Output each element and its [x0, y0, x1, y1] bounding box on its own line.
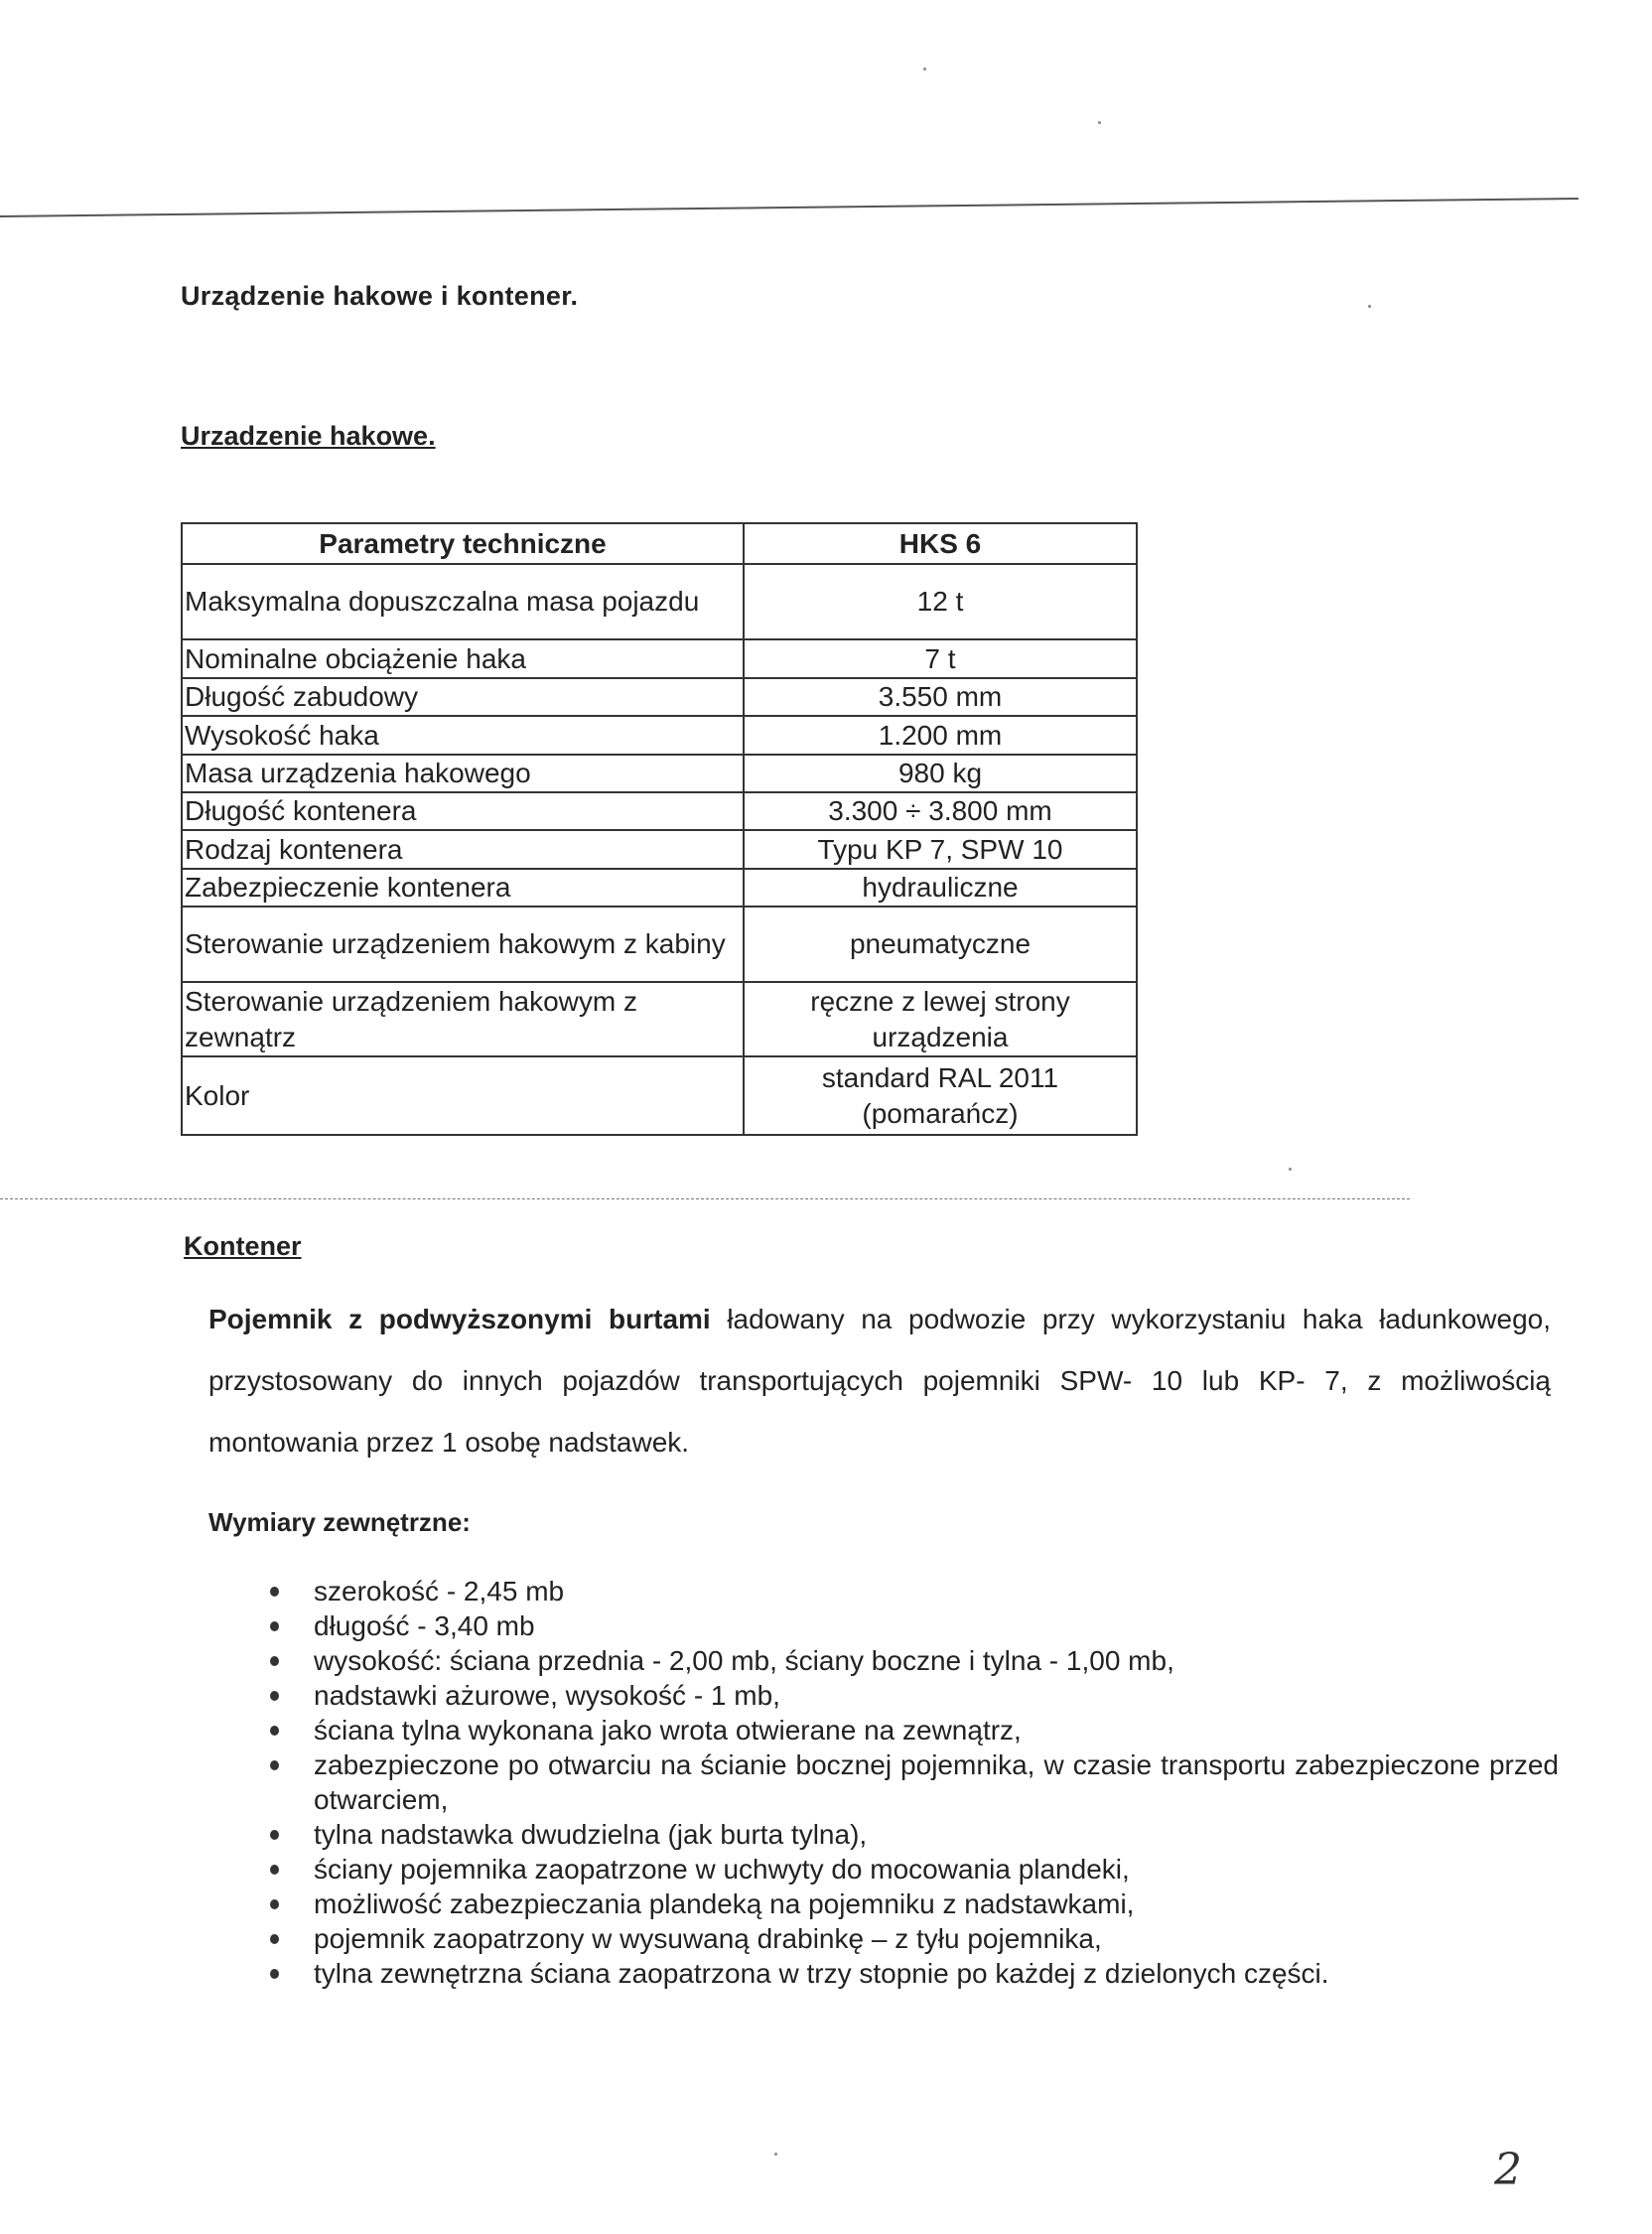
list-item — [268, 1608, 1559, 1643]
param-cell: Długość kontenera — [182, 792, 744, 830]
bullet-icon — [270, 1830, 279, 1840]
bullet-icon — [270, 1899, 279, 1909]
list-item-text: pojemnik zaopatrzony w wysuwaną drabinkę – z tyłu pojemnika, — [314, 1923, 1102, 1954]
list-item — [268, 1747, 1559, 1817]
list-item — [268, 1643, 1559, 1678]
scan-speck — [1289, 1168, 1292, 1171]
top-scan-rule — [0, 198, 1579, 217]
bullet-icon — [270, 1726, 279, 1736]
scan-speck — [774, 2153, 777, 2156]
value-cell: 3.300 ÷ 3.800 mm — [744, 792, 1137, 830]
table-row — [182, 564, 1137, 639]
list-item-text: szerokość - 2,45 mb — [314, 1576, 565, 1606]
container-description-text: ładowany na podwozie przy wykorzystaniu haka ładunkowego, przystosowany do innych pojazdów transportujących pojemniki SPW- 10 lub KP- 7, z możliwością montowania przez 1 osobę nadstawek. — [208, 1304, 1552, 1458]
technical-parameters-table — [181, 522, 1138, 1136]
dimensions-heading: Wymiary zewnętrzne: — [208, 1507, 471, 1537]
list-item — [268, 1956, 1559, 1991]
bullet-icon — [270, 1656, 279, 1666]
bullet-icon — [270, 1969, 279, 1979]
scan-speck — [923, 68, 926, 70]
value-cell: 980 kg — [744, 755, 1137, 792]
param-cell: Masa urządzenia hakowego — [182, 755, 744, 792]
bullet-icon — [270, 1934, 279, 1944]
value-cell: 3.550 mm — [744, 678, 1137, 716]
scan-speck — [1368, 305, 1371, 308]
list-item-text: ściana tylna wykonana jako wrota otwierane na zewnątrz, — [314, 1715, 1022, 1745]
table-row — [182, 907, 1137, 982]
table-header-row — [182, 523, 1137, 564]
param-cell: Wysokość haka — [182, 716, 744, 755]
section-heading-hook-device: Urzadzenie hakowe. — [181, 421, 436, 451]
bullet-icon — [270, 1621, 279, 1631]
scan-speck — [1098, 121, 1101, 124]
value-cell: 12 t — [744, 564, 1137, 639]
value-cell: pneumatyczne — [744, 907, 1137, 982]
section-heading-container: Kontener — [184, 1231, 302, 1261]
param-cell: Sterowanie urządzeniem hakowym z kabiny — [182, 907, 744, 982]
list-item-text: długość - 3,40 mb — [314, 1610, 535, 1641]
column-header-model: HKS 6 — [744, 523, 1137, 564]
list-item-text: wysokość: ściana przednia - 2,00 mb, ściany boczne i tylna - 1,00 mb, — [314, 1645, 1174, 1676]
document-title: Urządzenie hakowe i kontener. — [181, 281, 579, 311]
table-row — [182, 982, 1137, 1056]
container-description — [208, 1289, 1551, 1473]
bullet-icon — [270, 1691, 279, 1701]
list-item-text: zabezpieczone po otwarciu na ścianie bocznej pojemnika, w czasie transportu zabezpieczone przed otwarciem, — [314, 1749, 1559, 1815]
value-cell: Typu KP 7, SPW 10 — [744, 830, 1137, 869]
table-row — [182, 716, 1137, 755]
list-item — [268, 1713, 1559, 1747]
param-cell: Maksymalna dopuszczalna masa pojazdu — [182, 564, 744, 639]
table-row — [182, 830, 1137, 869]
list-item-text: tylna nadstawka dwudzielna (jak burta tylna), — [314, 1819, 868, 1850]
list-item — [268, 1921, 1559, 1956]
bullet-icon — [270, 1865, 279, 1875]
list-item — [268, 1886, 1559, 1921]
param-cell: Kolor — [182, 1056, 744, 1135]
bullet-icon — [270, 1587, 279, 1597]
value-cell: 7 t — [744, 639, 1137, 678]
param-cell: Zabezpieczenie kontenera — [182, 869, 744, 907]
value-cell: standard RAL 2011 (pomarańcz) — [744, 1056, 1137, 1135]
list-item — [268, 1574, 1559, 1608]
column-header-parameters: Parametry techniczne — [182, 523, 744, 564]
container-description-bold: Pojemnik z podwyższonymi burtami — [208, 1304, 711, 1334]
list-item-text: nadstawki ażurowe, wysokość - 1 mb, — [314, 1680, 780, 1711]
list-item — [268, 1852, 1559, 1886]
value-cell: 1.200 mm — [744, 716, 1137, 755]
list-item-text: możliwość zabezpieczania plandeką na pojemniku z nadstawkami, — [314, 1888, 1135, 1919]
list-item-text: tylna zewnętrzna ściana zaopatrzona w trzy stopnie po każdej z dzielonych części. — [314, 1958, 1329, 1989]
table-row — [182, 869, 1137, 907]
bullet-icon — [270, 1760, 279, 1770]
param-cell: Nominalne obciążenie haka — [182, 639, 744, 678]
list-item — [268, 1817, 1559, 1852]
param-cell: Rodzaj kontenera — [182, 830, 744, 869]
table-row — [182, 755, 1137, 792]
param-cell: Sterowanie urządzeniem hakowym z zewnątrz — [182, 982, 744, 1056]
dimensions-list — [268, 1574, 1559, 1991]
handwritten-page-number: 2 — [1494, 2145, 1522, 2195]
table-row — [182, 1056, 1137, 1135]
section-divider — [0, 1198, 1410, 1199]
list-item — [268, 1678, 1559, 1713]
value-cell: ręczne z lewej strony urządzenia — [744, 982, 1137, 1056]
list-item-text: ściany pojemnika zaopatrzone w uchwyty do mocowania plandeki, — [314, 1854, 1130, 1885]
table-row — [182, 639, 1137, 678]
table-row — [182, 792, 1137, 830]
param-cell: Długość zabudowy — [182, 678, 744, 716]
table-row — [182, 678, 1137, 716]
value-cell: hydrauliczne — [744, 869, 1137, 907]
